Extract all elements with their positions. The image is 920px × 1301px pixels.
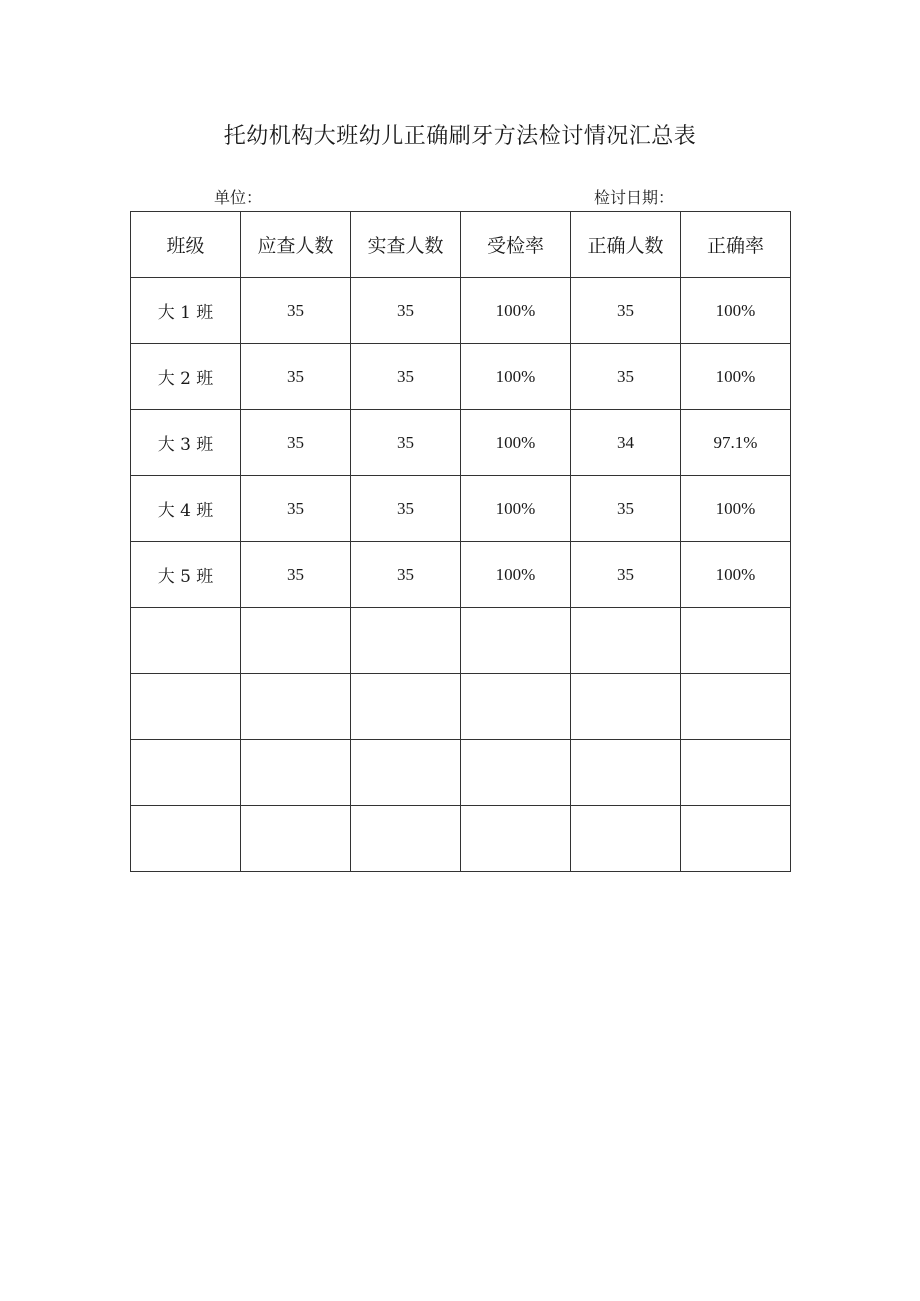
- empty-cell: [351, 608, 461, 674]
- cell-actual-count: 35: [351, 344, 461, 410]
- cell-correct-count: 35: [571, 476, 681, 542]
- cell-correct-rate: 100%: [681, 476, 791, 542]
- cell-expected-count: 35: [241, 542, 351, 608]
- header-expected-count: 应查人数: [241, 212, 351, 278]
- cell-check-rate: 100%: [461, 476, 571, 542]
- empty-cell: [571, 608, 681, 674]
- cell-correct-count: 35: [571, 344, 681, 410]
- empty-cell: [131, 806, 241, 872]
- table-row: [131, 410, 791, 476]
- empty-table-row: [131, 608, 791, 674]
- cell-expected-count: 35: [241, 278, 351, 344]
- cell-correct-count: 35: [571, 278, 681, 344]
- empty-cell: [681, 608, 791, 674]
- header-class: 班级: [131, 212, 241, 278]
- empty-cell: [241, 674, 351, 740]
- empty-table-row: [131, 806, 791, 872]
- empty-cell: [681, 740, 791, 806]
- empty-cell: [681, 806, 791, 872]
- cell-actual-count: 35: [351, 476, 461, 542]
- cell-check-rate: 100%: [461, 344, 571, 410]
- cell-check-rate: 100%: [461, 542, 571, 608]
- cell-expected-count: 35: [241, 410, 351, 476]
- empty-cell: [351, 806, 461, 872]
- cell-actual-count: 35: [351, 542, 461, 608]
- cell-correct-count: 34: [571, 410, 681, 476]
- empty-cell: [241, 740, 351, 806]
- cell-check-rate: 100%: [461, 278, 571, 344]
- empty-cell: [351, 740, 461, 806]
- cell-expected-count: 35: [241, 476, 351, 542]
- empty-table-row: [131, 674, 791, 740]
- empty-cell: [571, 806, 681, 872]
- date-label: 检讨日期：: [594, 188, 675, 207]
- empty-cell: [131, 608, 241, 674]
- empty-cell: [131, 674, 241, 740]
- empty-cell: [461, 740, 571, 806]
- header-correct-rate: 正确率: [681, 212, 791, 278]
- cell-correct-rate: 100%: [681, 344, 791, 410]
- unit-label: 单位：: [214, 188, 263, 207]
- cell-correct-count: 35: [571, 542, 681, 608]
- cell-actual-count: 35: [351, 410, 461, 476]
- cell-check-rate: 100%: [461, 410, 571, 476]
- empty-cell: [571, 674, 681, 740]
- empty-cell: [571, 740, 681, 806]
- cell-correct-rate: 97.1%: [681, 410, 791, 476]
- cell-class-name: 大 1 班: [131, 278, 241, 344]
- empty-cell: [461, 608, 571, 674]
- cell-class-name: 大 2 班: [131, 344, 241, 410]
- empty-cell: [131, 740, 241, 806]
- empty-cell: [681, 674, 791, 740]
- empty-cell: [461, 806, 571, 872]
- cell-correct-rate: 100%: [681, 278, 791, 344]
- empty-cell: [461, 674, 571, 740]
- cell-class-name: 大 3 班: [131, 410, 241, 476]
- table-row: [131, 476, 791, 542]
- empty-table-row: [131, 740, 791, 806]
- header-correct-count: 正确人数: [571, 212, 681, 278]
- cell-actual-count: 35: [351, 278, 461, 344]
- cell-class-name: 大 5 班: [131, 542, 241, 608]
- empty-cell: [241, 608, 351, 674]
- table-row: [131, 278, 791, 344]
- cell-correct-rate: 100%: [681, 542, 791, 608]
- table-row: [131, 542, 791, 608]
- empty-cell: [241, 806, 351, 872]
- table-row: [131, 344, 791, 410]
- empty-cell: [351, 674, 461, 740]
- summary-table: [130, 211, 791, 872]
- table-header-row: [131, 212, 791, 278]
- cell-class-name: 大 4 班: [131, 476, 241, 542]
- cell-expected-count: 35: [241, 344, 351, 410]
- header-check-rate: 受检率: [461, 212, 571, 278]
- header-actual-count: 实查人数: [351, 212, 461, 278]
- page-title: 托幼机构大班幼儿正确刷牙方法检讨情况汇总表: [223, 124, 697, 149]
